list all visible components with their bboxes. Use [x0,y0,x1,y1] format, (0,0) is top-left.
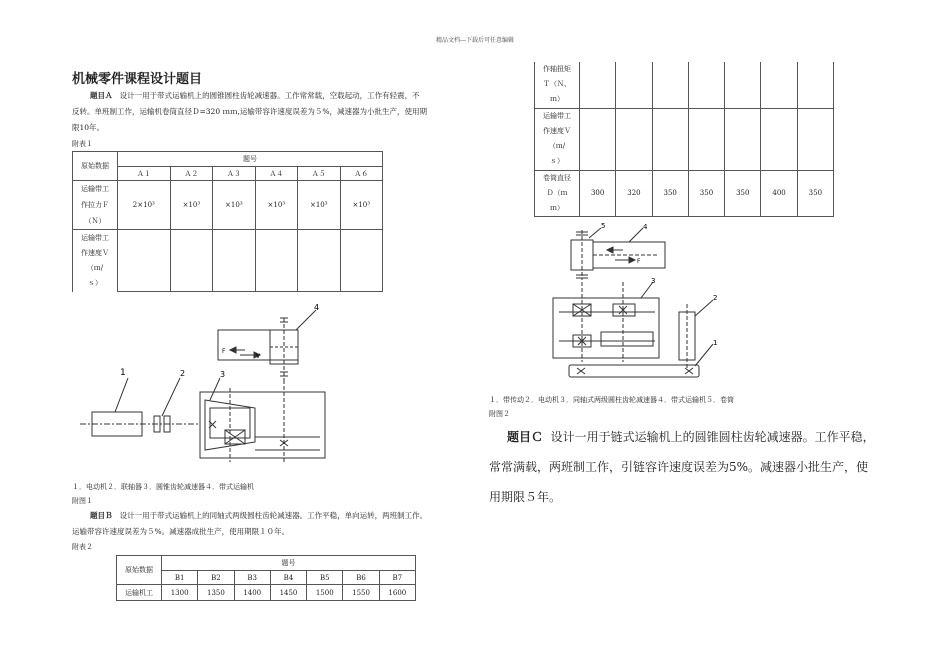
fig2-label-4: 4 [643,223,648,231]
table2-col: B1 [162,571,198,585]
table1-caption: 附表１ [72,140,93,148]
problem-b-text-2: 运输带容许速度误差为５%。减速器成批生产，使用期限１０年。 [72,527,290,536]
table2-cell: 1500 [307,585,343,601]
table2 [116,555,416,601]
table3-cell [725,108,761,170]
table1 [72,151,383,292]
fig2-label-3: 3 [651,277,656,285]
table3-cell [761,62,797,108]
fig1-label-f: F [222,348,226,355]
fig1-caption: 附图１ [72,497,93,505]
fig1-label-2: 2 [180,369,186,378]
table3-cell: 400 [761,170,797,216]
table1-cell [340,230,382,292]
table2-cell: 1300 [162,585,198,601]
fig2-label-f: F [637,258,641,265]
table2-col: B3 [234,571,270,585]
table3-cell: 350 [797,170,833,216]
figure-1 [80,300,340,470]
fig1-legend: １．电动机２．联轴器３．圆锥齿轮减速器４．带式运输机 [72,483,254,491]
problem-c-text-3: 用期限５年。 [489,490,562,504]
problem-b-text-1: 设计一用于带式运输机上的同轴式两级圆柱齿轮减速器。工作平稳，单向运转，两班制工作。 [119,511,428,520]
fig2-label-5: 5 [601,222,606,230]
fig2-label-1: 1 [713,339,718,347]
table3-row1-header: 作轴扭矩 Ｔ（Ｎ、 ｍ） [535,62,580,108]
table2-cell: 1350 [198,585,234,601]
problem-a-text-2: 反转。单班制工作，运输机卷筒直径Ｄ=320 ｍｍ,运输带容许速度误差为５%，减速器为小批生产，使用期 [72,107,427,116]
fig2-legend: １．带传动２．电动机３．同轴式两级圆柱齿轮减速器４．带式运输机５．卷筒 [489,396,734,404]
table1-cell [118,230,171,292]
table2-cell: 1600 [379,585,415,601]
page-title: 机械零件课程设计题目 [72,72,203,87]
table3-cell: 350 [652,170,688,216]
table1-row2-header: 运输带工 作速度Ｖ （ｍ/ ｓ） [73,230,118,292]
table3-cell [616,108,652,170]
table3-cell [580,62,616,108]
fig1-label-3: 3 [220,370,226,379]
table1-col: Ａ４ [255,167,297,181]
table3-cell [652,108,688,170]
table1-cell: ×10³ [170,181,212,230]
table3 [534,62,834,217]
table3-cell: 350 [725,170,761,216]
table2-corner: 原始数据 [117,556,162,585]
table2-col: B6 [343,571,379,585]
table1-cell [255,230,297,292]
fig2-label-2: 2 [713,294,718,302]
table2-row-label: 运输机工 [117,585,162,601]
table2-cell: 1450 [270,585,306,601]
table2-group: 题号 [162,556,416,571]
table1-row1-header: 运输带工 作拉力Ｆ （Ｎ） [73,181,118,230]
problem-a [72,88,462,136]
table3-cell [580,108,616,170]
table3-cell [797,62,833,108]
problem-c-text-1: 设计一用于链式运输机上的圆锥圆柱齿轮减速器。工作平稳， [550,430,875,444]
table3-cell [688,108,724,170]
table1-col: Ａ６ [340,167,382,181]
table3-cell [797,108,833,170]
problem-a-text-3: 限10年。 [72,123,105,132]
table2-col: B2 [198,571,234,585]
table3-cell [725,62,761,108]
table3-cell [761,108,797,170]
table2-col: B7 [379,571,415,585]
fig1-label-v: V [256,353,261,360]
table3-cell [616,62,652,108]
table1-col: Ａ５ [298,167,340,181]
problem-a-label: 题目Ａ [90,91,113,100]
fig1-label-1: 1 [120,368,126,378]
table1-cell [213,230,255,292]
fig1-label-4: 4 [314,303,320,312]
fig2-caption: 附图２ [489,410,510,418]
problem-c [489,422,889,512]
problem-c-label: 题目Ｃ [507,430,544,444]
table3-cell: 350 [688,170,724,216]
table2-cell: 1550 [343,585,379,601]
table3-row3-header: 卷筒直径 Ｄ（ｍ ｍ） [535,170,580,216]
table3-cell: 320 [616,170,652,216]
table1-cell: ×10³ [340,181,382,230]
table1-cell [170,230,212,292]
table2-caption: 附表２ [72,543,93,551]
figure-2 [545,220,745,385]
table2-col: B4 [270,571,306,585]
table1-cell: 2×10³ [118,181,171,230]
table1-cell: ×10³ [213,181,255,230]
table1-cell: ×10³ [298,181,340,230]
table3-cell [652,62,688,108]
table1-group: 题号 [118,152,383,167]
table3-cell [688,62,724,108]
table3-row2-header: 运输带工 作速度Ｖ （ｍ/ ｓ） [535,108,580,170]
problem-a-text-1: 设计一用于带式运输机上的圆锥圆柱齿轮减速器。工作常常载，空载起动，工作有轻震，不 [119,91,420,100]
table1-col: Ａ３ [213,167,255,181]
table1-col: Ａ２ [170,167,212,181]
table1-cell: ×10³ [255,181,297,230]
table1-col: Ａ１ [118,167,171,181]
problem-b [72,508,472,540]
table1-corner: 原始数据 [73,152,118,181]
table1-cell [298,230,340,292]
problem-b-label: 题目Ｂ [90,511,113,520]
table3-cell: 300 [580,170,616,216]
table2-col: B5 [307,571,343,585]
problem-c-text-2: 常常满载，两班制工作，引链容许速度误差为5%。减速器小批生产，使 [489,460,869,474]
page-header: 精品文档---下载后可任意编辑 [435,37,515,44]
table2-cell: 1400 [234,585,270,601]
